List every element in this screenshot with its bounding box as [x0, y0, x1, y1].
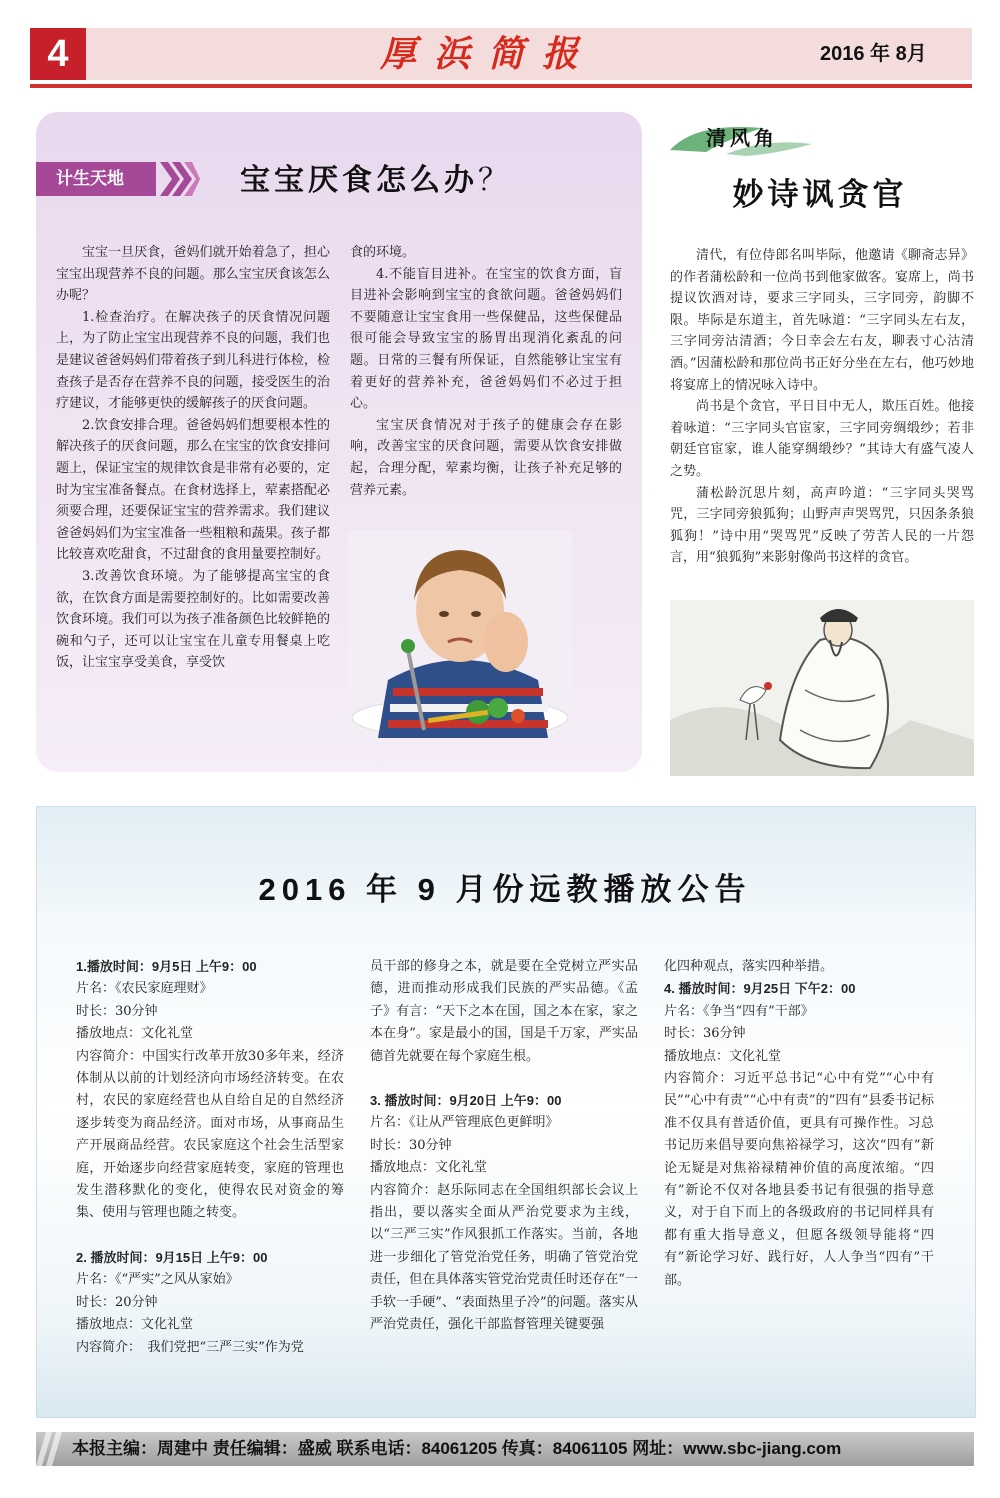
header-divider [30, 84, 972, 88]
article2-column [670, 245, 974, 569]
broadcast-line: 片名：《让从严管理底色更鲜明》 [370, 1115, 559, 1131]
article1-paragraph: 1.检查治疗。在解决孩子的厌食情况问题上，为了防止宝宝出现营养不良的问题，我们也是建议爸爸妈妈们带着孩子到儿科进行体检，检查孩子是否存在营养不良的问题，接受医生的治疗建议，才能够更快的缓解孩子的厌食问题。 [56, 309, 330, 412]
broadcast-line: 内容简介： 我们党把“三严三实”作为党 [76, 1339, 304, 1355]
broadcast-line: 播放地点：文化礼堂 [370, 1160, 488, 1176]
article1-paragraph: 食的环境。 [350, 245, 416, 260]
announcement-spacer [370, 1068, 638, 1090]
article1-paragraph: 宝宝厌食情况对于孩子的健康会存在影响，改善宝宝的厌食问题，需要从饮食安排做起，合理分配，荤素均衡，让孩子补充足够的营养元素。 [350, 417, 622, 498]
broadcast-line: 化四种观点，落实四种举措。 [664, 959, 834, 974]
paper-name: 厚浜简报 [380, 33, 597, 75]
article2-paragraph: 蒲松龄沉思片刻，高声吟道：“三字同头哭骂咒，三字同旁狼狐狗；山野声声哭骂咒，只因条条狼狐狗！”诗中用“哭骂咒”反映了劳苦人民的一片怨言，用“狼狐狗”来影射像尚书这样的贪官。 [670, 485, 974, 566]
announcement-spacer [76, 1225, 344, 1247]
broadcast-line: 时长：30分钟 [76, 1003, 158, 1019]
broadcast-line: 员干部的修身之本，就是要在全党树立严实品德，进而推动形成我们民族的严实品德。《孟子》有言：“天下之本在国，国之本在家，家之本在身”。家是最小的国，国是千万家，严实品德首先就要在每个家庭生根。 [370, 959, 638, 1064]
article-title-mark: ？ [478, 164, 512, 197]
footer-contact-info: 本报主编：周建中 责任编辑：盛威 联系电话：84061205 传真：84061105 网址：www.sbc-jiang.com [72, 1439, 842, 1458]
broadcast-line: 时长：30分钟 [370, 1137, 452, 1153]
broadcast-line: 播放地点：文化礼堂 [76, 1317, 194, 1333]
article1-paragraph: 2.饮食安排合理。爸爸妈妈们想要根本性的解决孩子的厌食问题，那么在宝宝的饮食安排问题上，保证宝宝的规律饮食是非常有必要的，定时为宝宝准备餐点。在食材选择上，荤素搭配必须要合理，还要保证宝宝的营养需求。我们建议爸爸妈妈们为宝宝准备一些粗粮和蔬果。孩子都比较喜欢吃甜食，不过甜食的食用量要控制好。 [56, 417, 330, 563]
broadcast-line: 播放地点：文化礼堂 [664, 1048, 782, 1064]
broadcast-line: 内容简介：赵乐际同志在全国组织部长会议上指出，要以落实全面从严治党要求为主线，以“三严三实”作风狠抓工作落实。当前，各地进一步细化了管党治党任务，明确了管党治党责任，但在具体落实管党治党责任时还存在“一手软一手硬”、“表面热里子冷”的问题。落实从严治党责任，强化干部监督管理关键要强 [370, 1182, 638, 1333]
announcement-column-1 [76, 956, 344, 1359]
page-number: 4 [30, 28, 86, 80]
broadcast-heading: 2. 播放时间：9月15日 上午9：00 [76, 1249, 268, 1265]
announcement-column-2 [370, 956, 638, 1337]
scholar-ink-painting [670, 600, 974, 776]
footer-stripes-decoration [36, 1432, 64, 1466]
article1-paragraph: 4.不能盲目进补。在宝宝的饮食方面，盲目进补会影响到宝宝的食欲问题。爸爸妈妈们不要随意让宝宝食用一些保健品，这些保健品很可能会导致宝宝的肠胃出现消化紊乱的问题。日常的三餐有所保证，自然能够让宝宝有着更好的营养补充，爸爸妈妈们不必过于担心。 [350, 266, 622, 412]
article1-column-1 [56, 242, 330, 674]
announcement-title: 2016 年 9 月份远教播放公告 [258, 872, 752, 907]
broadcast-line: 片名：《农民家庭理财》 [76, 981, 213, 997]
section-tag-family-planning: 计生天地 [36, 162, 156, 196]
broadcast-heading: 4. 播放时间：9月25日 下午2：00 [664, 981, 856, 997]
article2-paragraph: 清代，有位侍郎名叫毕际，他邀请《聊斋志异》的作者蒲松龄和一位尚书到他家做客。宴席上，尚书提议饮酒对诗，要求三字同头，三字同旁，韵脚不限。毕际是东道主，首先咏道：“三字同头左右友，三字同旁沽清酒；今日幸会左右友，聊表寸心沽清酒。”因蒲松龄和那位尚书正好分坐在左右，他巧妙地将宴席上的情况咏入诗中。 [670, 248, 974, 393]
article-title-picky-eating [240, 158, 620, 204]
article1-column-2 [350, 242, 622, 501]
broadcast-line: 片名：《争当“四有”干部》 [664, 1003, 814, 1019]
article1-paragraph: 3.改善饮食环境。为了能够提高宝宝的食欲，在饮食方面是需要控制好的。比如需要改善饮食环境。我们可以为孩子准备颜色比较鲜艳的碗和勺子，还可以让宝宝在儿童专用餐桌上吃饭，让宝宝享受美食，享受饮 [56, 568, 330, 671]
issue-date: 2016 年 8月 [820, 43, 927, 65]
section-tag-clean-wind [666, 118, 816, 158]
broadcast-line: 时长：36分钟 [664, 1026, 746, 1042]
broadcast-line: 内容简介：中国实行改革开放30多年来，经济体制从以前的计划经济向市场经济转变。在农村，农民的家庭经营也从自给自足的自然经济逐步转变为商品经济。面对市场，从事商品生产开展商品经营。农民家庭这个社会生活型家庭，开始逐步向经营家庭转变，家庭的管理也发生潜移默化的变化，使得农民对资金的筹集、使用与管理也随之转变。 [76, 1048, 344, 1221]
broadcast-line: 时长：20分钟 [76, 1294, 158, 1310]
article-title-poem: 妙诗讽贪官 [732, 177, 908, 212]
article-title-text: 宝宝厌食怎么办 [240, 164, 478, 197]
announcement-column-3 [664, 956, 934, 1292]
boy-with-vegetables-photo [348, 530, 572, 738]
tag-stripes-decoration [160, 162, 200, 196]
broadcast-line: 内容简介：习近平总书记“心中有党”“心中有民”“心中有责”“心中有责”的“四有”县委书记标准不仅具有普适价值，更具有可操作性。习总书记历来倡导要向焦裕禄学习，这次“四有”新论无疑是对焦裕禄精神价值的高度浓缩。“四有”新论不仅对各地县委书记有很强的指导意义，对于自下而上的各级政府的书记同样具有都有重大指导意义，但愿各级领导能将“四有”新论学习好、践行好，人人争当“四有”干部。 [664, 1071, 934, 1288]
section-tag-clean-wind-label: 清风角 [706, 126, 778, 150]
article2-paragraph: 尚书是个贪官，平日目中无人，欺压百姓。他接着咏道：“三字同头官宦家，三字同旁绸缎纱；若非朝廷官宦家，谁人能穿绸缎纱？”其诗大有盛气凌人之势。 [670, 399, 974, 479]
broadcast-line: 片名：《“严实”之风从家始》 [76, 1272, 239, 1288]
broadcast-heading: 1.播放时间：9月5日 上午9：00 [76, 959, 257, 974]
broadcast-line: 播放地点：文化礼堂 [76, 1026, 194, 1042]
article1-paragraph: 宝宝一旦厌食，爸妈们就开始着急了，担心宝宝出现营养不良的问题。那么宝宝厌食该怎么办呢？ [56, 245, 330, 304]
broadcast-heading: 3. 播放时间：9月20日 上午9：00 [370, 1093, 562, 1109]
